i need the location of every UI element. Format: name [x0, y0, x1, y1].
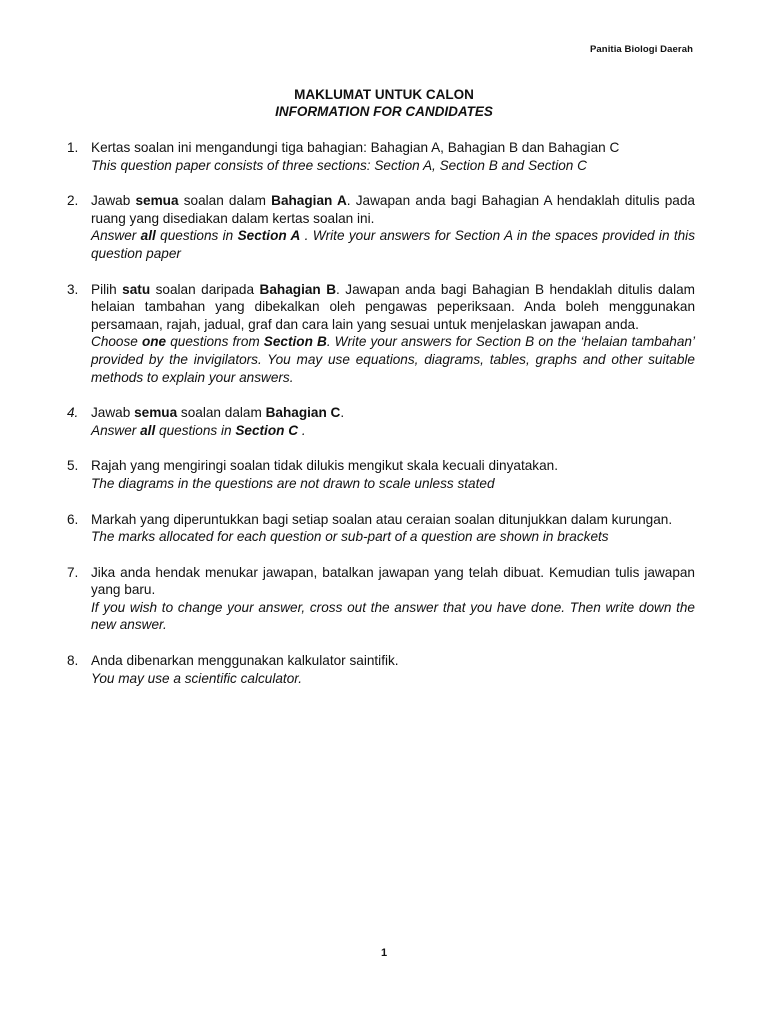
malay-text: Jawab semua soalan dalam Bahagian C. — [91, 405, 345, 421]
english-text: Answer all questions in Section A . Write your answers for Section A in the spaces provided in this question paper — [91, 228, 695, 261]
instructions-list — [67, 139, 695, 687]
instruction-item-4 — [67, 404, 695, 439]
instruction-item-1 — [67, 139, 695, 174]
title-block — [0, 86, 768, 120]
instruction-item-2 — [67, 192, 695, 262]
malay-text: Jawab semua soalan dalam Bahagian A. Jawapan anda bagi Bahagian A hendaklah ditulis pada ruang yang disediakan dalam kertas soalan ini. — [91, 193, 695, 226]
instruction-item-8 — [67, 652, 695, 687]
item-number: 8. — [67, 653, 79, 669]
page-subtitle: INFORMATION FOR CANDIDATES — [275, 104, 493, 119]
english-text: If you wish to change your answer, cross out the answer that you have done. Then write down the new answer. — [91, 599, 695, 633]
english-text: The diagrams in the questions are not drawn to scale unless stated — [91, 475, 495, 491]
page-title: MAKLUMAT UNTUK CALON — [294, 87, 474, 102]
instruction-item-7 — [67, 564, 695, 634]
item-number: 4. — [67, 405, 79, 421]
item-number: 6. — [67, 511, 79, 527]
page-number: 1 — [380, 947, 388, 959]
instruction-item-6 — [67, 511, 695, 546]
instruction-item-3 — [67, 281, 695, 387]
malay-text: Kertas soalan ini mengandungi tiga bahagian: Bahagian A, Bahagian B dan Bahagian C — [91, 140, 620, 155]
malay-text: Rajah yang mengiringi soalan tidak dilukis mengikut skala kecuali dinyatakan. — [91, 458, 558, 474]
english-text: This question paper consists of three sections: Section A, Section B and Section C — [91, 157, 587, 173]
english-text: The marks allocated for each question or sub-part of a question are shown in brackets — [91, 529, 609, 545]
instruction-item-5 — [67, 457, 695, 492]
item-number: 1. — [67, 140, 79, 155]
item-number: 5. — [67, 458, 79, 474]
malay-text: Jika anda hendak menukar jawapan, batalkan jawapan yang telah dibuat. Kemudian tulis jawapan yang baru. — [91, 564, 695, 598]
header-committee: Panitia Biologi Daerah — [589, 44, 693, 55]
item-number: 2. — [67, 193, 79, 209]
malay-text: Anda dibenarkan menggunakan kalkulator saintifik. — [91, 653, 399, 669]
english-text: Choose one questions from Section B. Write your answers for Section B on the ‘helaian tambahan’ provided by the invigilators. You may use equations, diagrams, tables, graphs and other suitable methods to explain your answers. — [91, 334, 695, 385]
item-number: 3. — [67, 281, 79, 297]
malay-text: Pilih satu soalan daripada Bahagian B. Jawapan anda bagi Bahagian B hendaklah ditulis dalam helaian tambahan yang dibekalkan oleh pengawas peperiksaan. Anda boleh menggunakan persamaan, rajah, jadual, graf dan cara lain yang sesuai untuk menjelaskan jawapan anda. — [91, 281, 696, 332]
item-number: 7. — [67, 564, 79, 580]
malay-text: Markah yang diperuntukkan bagi setiap soalan atau ceraian soalan ditunjukkan dalam kurungan. — [91, 511, 673, 527]
english-text: Answer all questions in Section C . — [91, 422, 306, 438]
english-text: You may use a scientific calculator. — [91, 670, 303, 686]
